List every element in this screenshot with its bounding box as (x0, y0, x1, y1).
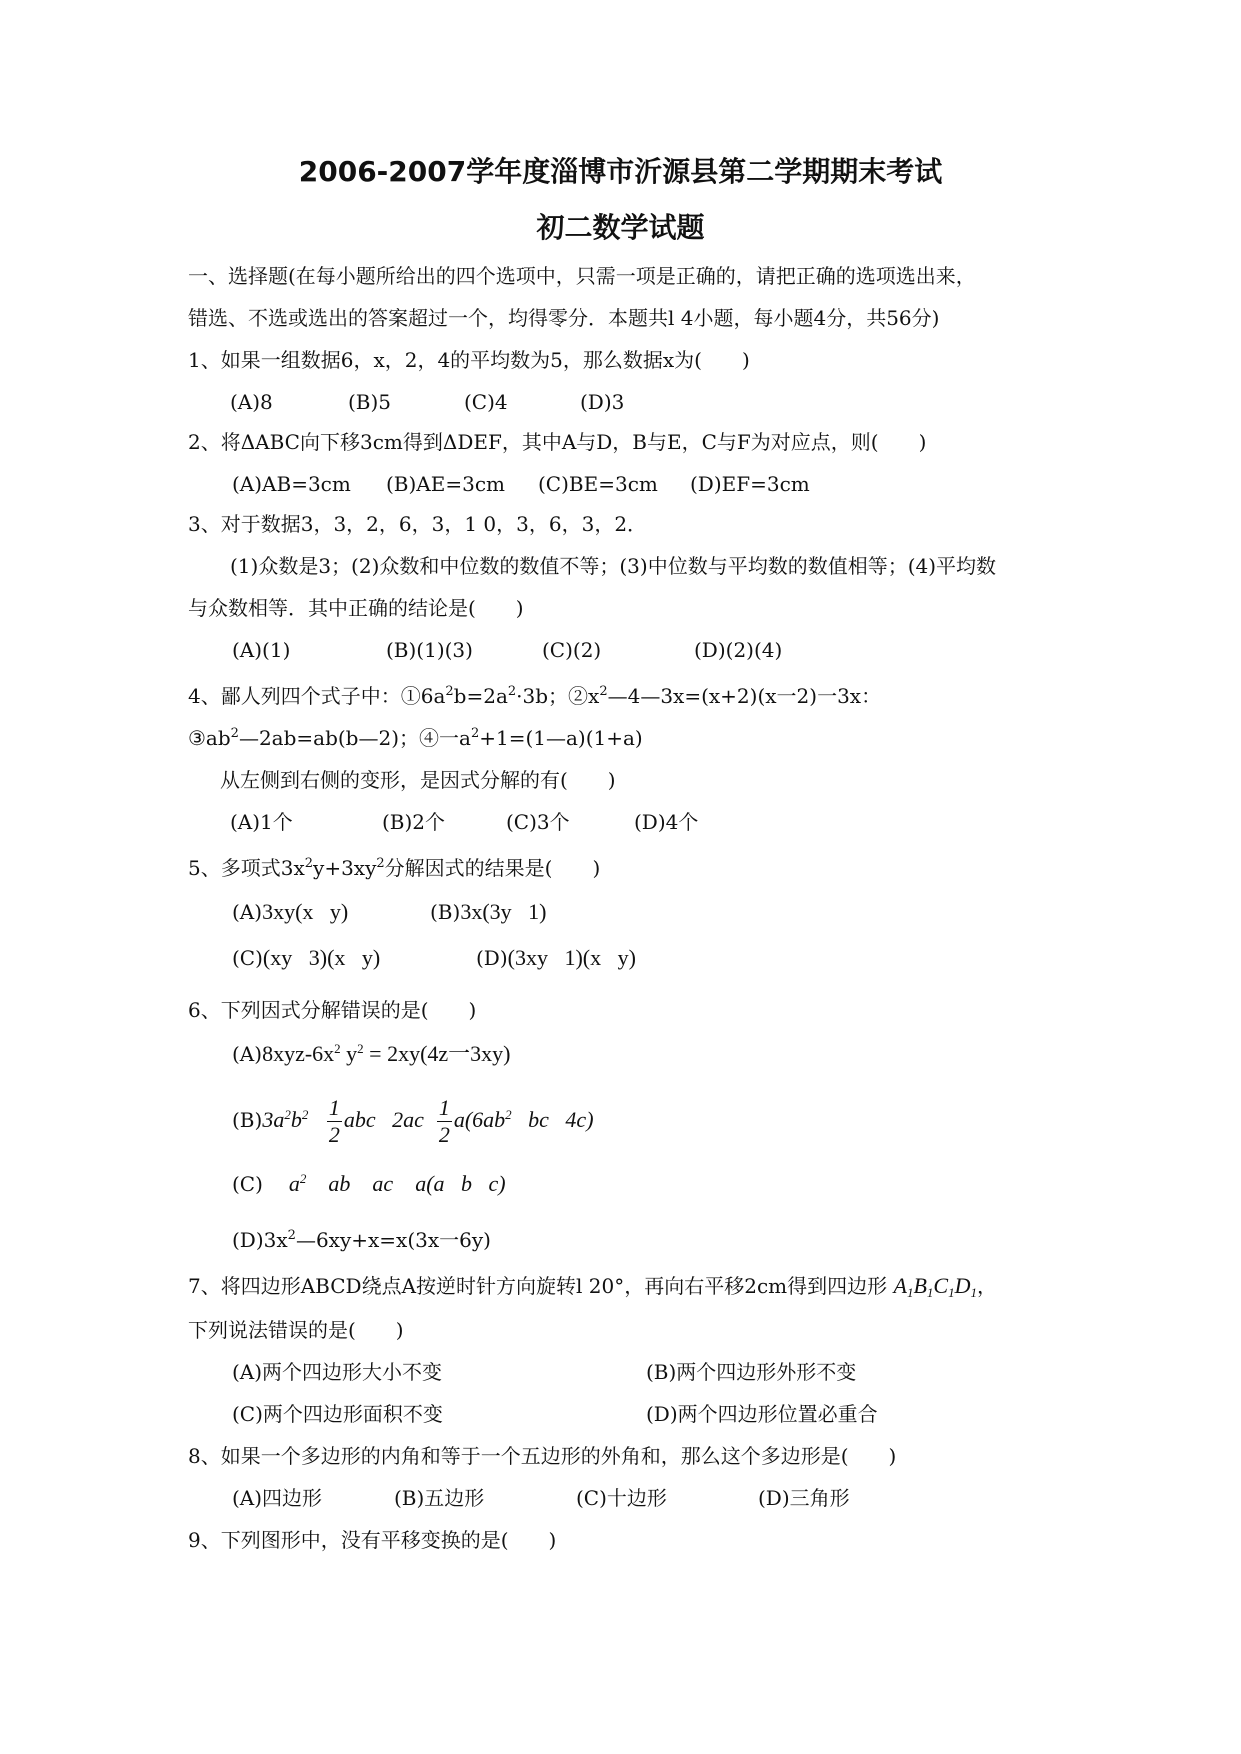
q1-option-b: (B)5 (348, 390, 392, 414)
option-label: (B) (430, 900, 461, 924)
question-2-stem: 2、将ΔABC向下移3cm得到ΔDEF，其中A与D，B与E，C与F为对应点，则( ) (188, 430, 927, 454)
question-4-stem (188, 682, 881, 710)
expr-part: —6xy+x=x(3x一6y) (295, 1228, 491, 1252)
q8-option-c: (C)十边形 (576, 1486, 667, 1510)
exponent: 2 (230, 726, 239, 741)
q8-option-a: (A)四边形 (232, 1486, 323, 1510)
q4-text-3: ·3b；②x (516, 684, 600, 708)
q6-option-b-expr (262, 1095, 594, 1148)
q3-option-b: (B)(1)(3) (386, 638, 473, 662)
q3-option-c: (C)(2) (542, 638, 602, 662)
q4-option-d: (D)4个 (634, 810, 699, 834)
q6-option-a-expr (262, 1041, 510, 1066)
exponent: 2 (505, 1107, 512, 1122)
q4-text-4: —4—3x=(x+2)(x一2)一3x： (607, 684, 882, 708)
q2-option-b: (B)AE=3cm (386, 472, 505, 496)
option-label: (C) (232, 1172, 263, 1196)
expr-part: a(6ab (453, 1107, 506, 1132)
q6-option-a (232, 1040, 510, 1068)
q7-option-d: (D)两个四边形位置必重合 (646, 1402, 878, 1426)
expr-part: 8xyz-6x (262, 1041, 335, 1066)
fraction-half (327, 1095, 342, 1148)
option-label: (A) (232, 900, 263, 924)
q5-text-3: 分解因式的结果是( ) (384, 856, 601, 880)
exponent: 2 (287, 1228, 296, 1243)
q7-option-b: (B)两个四边形外形不变 (646, 1360, 857, 1384)
q4-option-b: (B)2个 (382, 810, 446, 834)
exponent: 2 (304, 856, 314, 871)
expr-part: abc 2ac (343, 1107, 424, 1132)
q4-option-a: (A)1个 (230, 810, 293, 834)
q5-text-2: y+3xy (313, 856, 377, 880)
quadrilateral-a1b1c1d1: $A_1B_1C_1D_1$ (893, 1273, 977, 1300)
expr-part: y (346, 1041, 358, 1066)
exponent: 2 (376, 856, 385, 871)
q2-option-a: (A)AB=3cm (232, 472, 351, 496)
exponent: 2 (299, 1171, 307, 1186)
q2-option-d: (D)EF=3cm (690, 472, 810, 496)
q3-option-d: (D)(2)(4) (694, 638, 783, 662)
q5-option-d (476, 944, 636, 972)
fraction-half (437, 1095, 452, 1148)
q4-text-2: b=2a (453, 684, 508, 708)
question-3-prompt: 与众数相等．其中正确的结论是( ) (188, 596, 524, 620)
q5-option-c-expr: (xy 3)(x y) (262, 945, 381, 970)
exponent: 2 (599, 684, 608, 699)
question-3-stem: 3、对于数据3，3，2，6，3，1 0，3，6，3，2． (188, 512, 648, 536)
question-7-prompt: 下列说法错误的是( ) (188, 1318, 404, 1342)
numerator: 1 (438, 1095, 450, 1121)
exponent: 2 (445, 684, 454, 699)
q6-option-c-expr (289, 1171, 506, 1196)
exam-subtitle: 初二数学试题 (536, 211, 705, 244)
expr-part: (D)3x (232, 1228, 288, 1252)
question-5-stem (188, 854, 600, 882)
expr-part: = 2xy(4z一3xy) (369, 1041, 511, 1066)
section-instructions-line2: 错选、不选或选出的答案超过一个，均得零分．本题共l 4小题，每小题4分，共56分) (188, 306, 940, 330)
q7-option-c: (C)两个四边形面积不变 (232, 1402, 443, 1426)
q5-option-b (430, 898, 546, 926)
expr-part: a(a b c) (415, 1171, 506, 1196)
option-label: (C) (232, 946, 263, 970)
q4-text-1: 4、鄙人列四个式子中：①6a (188, 684, 446, 708)
q5-text-1: 5、多项式3x (188, 856, 305, 880)
exponent: 2 (470, 726, 480, 741)
q7-option-a: (A)两个四边形大小不变 (232, 1360, 443, 1384)
q5-option-a-expr: 3xy(x y) (262, 899, 349, 924)
q5-option-b-expr: 3x(3y 1) (460, 899, 547, 924)
question-3-statements: (1)众数是3；(2)众数和中位数的数值不等；(3)中位数与平均数的数值相等；(4)平均数 (230, 554, 997, 578)
exponent: 2 (357, 1041, 364, 1056)
exponent: 2 (284, 1107, 291, 1122)
question-4-stem-line2 (188, 724, 643, 752)
question-6-stem: 6、下列因式分解错误的是( ) (188, 998, 477, 1022)
q3-option-a: (A)(1) (232, 638, 291, 662)
question-9-stem: 9、下列图形中，没有平移变换的是( ) (188, 1528, 557, 1552)
q5-option-d-expr: (3xy 1)(x y) (507, 945, 636, 970)
q6-option-b (232, 1090, 594, 1150)
question-8-stem: 8、如果一个多边形的内角和等于一个五边形的外角和，那么这个多边形是( ) (188, 1444, 897, 1468)
q4-option-c: (C)3个 (506, 810, 570, 834)
exponent: 2 (507, 684, 517, 699)
q4-text-6: —2ab=ab(b—2)；④一a (238, 726, 471, 750)
denominator: 2 (328, 1122, 340, 1148)
q2-option-c: (C)BE=3cm (538, 472, 658, 496)
expr-part: 3a (262, 1107, 285, 1132)
q1-option-c: (C)4 (464, 390, 508, 414)
q1-option-a: (A)8 (230, 390, 273, 414)
q5-option-a (232, 898, 348, 926)
q5-option-c (232, 944, 380, 972)
q4-text-5: ③ab (188, 726, 231, 750)
denominator: 2 (438, 1122, 450, 1148)
q8-option-d: (D)三角形 (758, 1486, 850, 1510)
expr-part: ab (328, 1171, 351, 1196)
q6-option-d (232, 1226, 491, 1254)
option-label: (A) (232, 1042, 263, 1066)
q4-text-7: +1=(1—a)(1+a) (479, 726, 643, 750)
expr-part: a (288, 1171, 300, 1196)
numerator: 1 (328, 1095, 340, 1121)
expr-part: ac (372, 1171, 394, 1196)
question-4-prompt: 从左侧到右侧的变形，是因式分解的有( ) (220, 768, 616, 792)
option-label: (D) (476, 946, 508, 970)
q8-option-b: (B)五边形 (394, 1486, 485, 1510)
question-1-stem: 1、如果一组数据6，x，2，4的平均数为5，那么数据x为( ) (188, 348, 750, 372)
exam-title: 2006-2007学年度淄博市沂源县第二学期期末考试 (298, 155, 943, 188)
question-7-stem: 7、将四边形ABCD绕点A按逆时针方向旋转l 20°，再向右平移2cm得到四边形 $A_1B_1C_1D_1$， (188, 1273, 997, 1300)
exponent: 2 (301, 1107, 309, 1122)
expr-part: b (290, 1107, 302, 1132)
q7-text: 7、将四边形ABCD绕点A按逆时针方向旋转l 20°，再向右平移2cm得到四边形 (188, 1274, 888, 1298)
q6-option-c (232, 1170, 506, 1198)
expr-part: bc 4c) (528, 1107, 594, 1132)
section-instructions-line1: 一、选择题(在每小题所给出的四个选项中，只需一项是正确的，请把正确的选项选出来， (188, 264, 976, 288)
q1-option-d: (D)3 (580, 390, 625, 414)
option-label: (B) (232, 1108, 263, 1132)
exponent: 2 (334, 1041, 341, 1056)
